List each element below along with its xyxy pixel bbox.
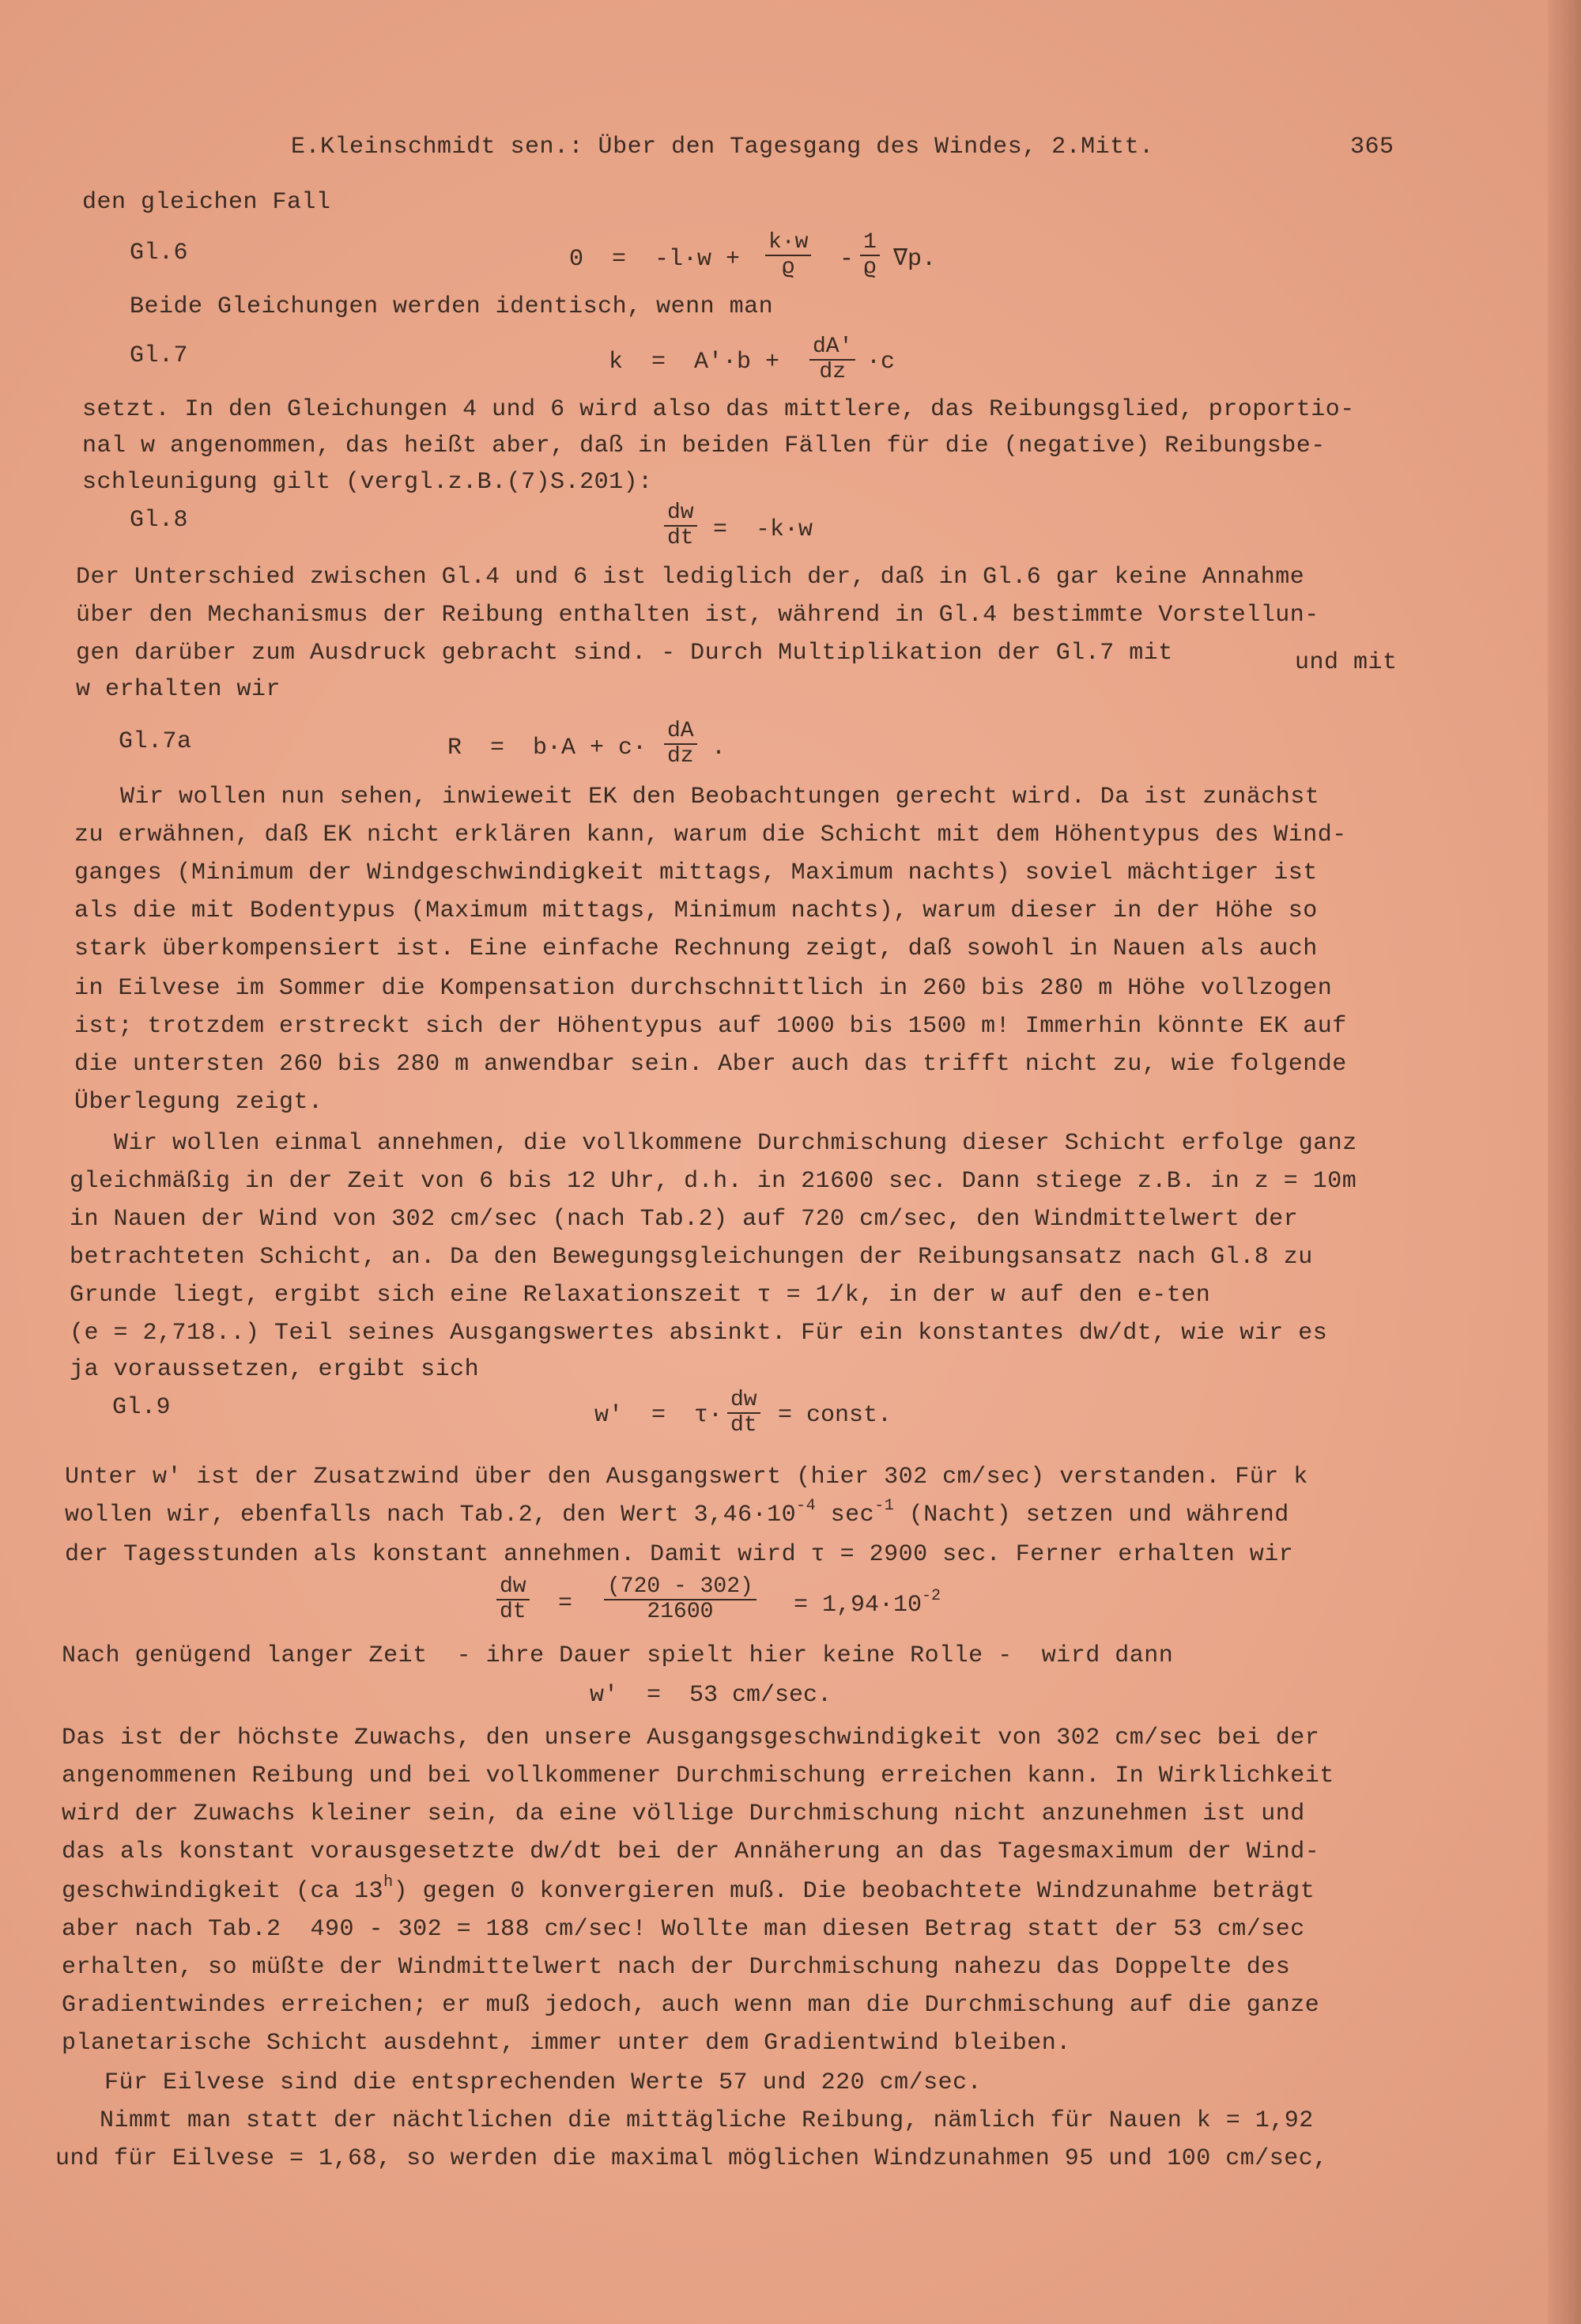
text-line: Der Unterschied zwischen Gl.4 und 6 ist lediglich der, daß in Gl.6 gar keine Annahme xyxy=(76,564,1305,591)
text-line: den gleichen Fall xyxy=(82,189,331,216)
text-line: planetarische Schicht ausdehnt, immer unter dem Gradientwind bleiben. xyxy=(62,2030,1071,2057)
fraction: $\frac{k\cdot w}{ϱ}$ xyxy=(765,231,811,280)
text-line: Für Eilvese sind die entsprechenden Werte 57 und 220 cm/sec. xyxy=(104,2069,983,2096)
text-line: in Nauen der Wind von 302 cm/sec (nach Tab.2) auf 720 cm/sec, den Windmittelwert der xyxy=(70,1206,1299,1233)
equation-label: Gl.7 xyxy=(130,342,189,369)
text-line: Wir wollen nun sehen, inwieweit EK den Beobachtungen gerecht wird. Da ist zunächst xyxy=(120,784,1320,811)
text-line: Unter w' ist der Zusatzwind über den Ausgangswert (hier 302 cm/sec) verstanden. Für k xyxy=(65,1464,1308,1491)
text-line: Grunde liegt, ergibt sich eine Relaxationszeit τ = 1/k, in der w auf den e-ten xyxy=(70,1282,1211,1309)
equation-label: Gl.8 xyxy=(130,507,189,534)
document-page: E.Kleinschmidt sen.: Über den Tagesgang des Windes, 2.Mitt. 365 den gleichen Fall Gl.6 0 = -l·w + $\frac{k\cdot w}{ϱ}$ - $\frac{1}{ϱ}$ ∇p. Beide Gleichungen werden identisch, wenn man Gl.7 k = A'·b + $\frac{dA'}{dz}$ ·c setzt. In den Gleichungen 4 und 6 wird also das mittlere, das Reibungsglied, proportio- nal w angenommen, das heißt aber, daß in beiden Fällen für die (negative) Reibungsbe- schleunigung gilt (vergl.z.B.(7)S.201): Gl.8 $\frac{dw}{dt}$ = -k·w Der Unterschied zwischen Gl.4 und 6 ist lediglich der, daß in Gl.6 gar keine Annahme über den Mechanismus der Reibung enthalten ist, während in Gl.4 bestimmte Vorstellun- gen darüber zum Ausdruck gebracht sind. - Durch Multiplikation der Gl.7 mit und mit w erhalten wir Gl.7a R = b·A + c· $\frac{dA}{dz}$ . Wir wollen nun sehen, inwieweit EK den Beobachtungen gerecht wird. Da ist zunächst zu erwähnen, daß EK nicht erklären kann, warum die Schicht mit dem Höhentypus des Wind- ganges (Minimum der Windgeschwindigkeit mittags, Maximum nachts) soviel mächtiger ist als die mit Bodentypus (Maximum mittags, Minimum nachts), warum dieser in der Höhe so stark überkompensiert ist. Eine einfache Rechnung zeigt, daß sowohl in Nauen als auch in Eilvese im Sommer die Kompensation durchschnittlich in 260 bis 280 m Höhe vollzogen ist; trotzdem erstreckt sich der Höhentypus auf 1000 bis 1500 m! Immerhin könnte EK auf die untersten 260 bis 280 m anwendbar sein. Aber auch das trifft nicht zu, wie folgende Überlegung zeigt. Wir wollen einmal annehmen, die vollkommene Durchmischung dieser Schicht erfolge ganz gleichmäßig in der Zeit von 6 bis 12 Uhr, d.h. in 21600 sec. Dann stiege z.B. in z = 10m in Nauen der Wind von 302 cm/sec (nach Tab.2) auf 720 cm/sec, den Windmittelwert der betrachteten Schicht, an. Da den Bewegungsgleichungen der Reibungsansatz nach Gl.8 zu Grunde liegt, ergibt sich eine Relaxationszeit τ = 1/k, in der w auf den e-ten (e = 2,718..) Teil seines Ausgangswertes absinkt. Für ein konstantes dw/dt, wie wir es ja voraussetzen, ergibt sich Gl.9 w' = τ· $\frac{dw}{dt}$ = const. Unter w' ist der Zusatzwind über den Ausgangswert (hier 302 cm/sec) verstanden. Für k wollen wir, ebenfalls nach Tab.2, den Wert $3,46\cdot 10^{-4}$ $\sec^{-1}$ (Nacht) setzen und während der Tagesstunden als konstant annehmen. Damit wird τ = 2900 sec. Ferner erhalten wir $\frac{dw}{dt}$ = $\frac{(720 - 302)}{21600}$ = $1,94\cdot 10^{-2}$ Nach genügend langer Zeit - ihre Dauer spielt hier keine Rolle - wird dann w' = 53 cm/sec. Das ist der höchste Zuwachs, den unsere Ausgangsgeschwindigkeit von 302 cm/sec bei der angenommenen Reibung und bei vollkommener Durchmischung erreichen kann. In Wirklichkeit wird der Zuwachs kleiner sein, da eine völlige Durchmischung nicht anzunehmen ist und das als konstant vorausgesetzte dw/dt bei der Annäherung an das Tagesmaximum der Wind- geschwindigkeit (ca 13$^h$) gegen 0 konvergieren muß. Die beobachtete Windzunahme beträgt aber nach Tab.2 490 - 302 = 188 cm/sec! Wollte man diesen Betrag statt der 53 cm/sec erhalten, so müßte der Windmittelwert nach der Durchmischung nahezu das Doppelte des Gradientwindes erreichen; er muß jedoch, auch wenn man die Durchmischung auf die ganze planetarische Schicht ausdehnt, immer unter dem Gradientwind bleiben. Für Eilvese sind die entsprechenden Werte 57 und 220 cm/sec. Nimmt man statt der nächtlichen die mittägliche Reibung, nämlich für Nauen k = 1,92 und für Eilvese = 1,68, so werden die maximal möglichen Windzunahmen 95 und 100 cm/sec, xyxy=(0,0,1581,2324)
page-number: 365 xyxy=(1350,134,1394,161)
text-line: w erhalten wir xyxy=(76,676,281,703)
fraction: $\frac{1}{ϱ}$ xyxy=(860,231,880,280)
text-line: Beide Gleichungen werden identisch, wenn man xyxy=(130,293,774,320)
text-line: die untersten 260 bis 280 m anwendbar sein. Aber auch das trifft nicht zu, wie folgende xyxy=(74,1051,1347,1078)
text-line: Nimmt man statt der nächtlichen die mittägliche Reibung, nämlich für Nauen k = 1,92 xyxy=(100,2107,1314,2134)
text-line: nal w angenommen, das heißt aber, daß in beiden Fällen für die (negative) Reibungsbe- xyxy=(82,433,1326,459)
equation-gl7-lhs: k = A'·b + xyxy=(609,349,780,376)
text-line: Nach genügend langer Zeit - ihre Dauer spielt hier keine Rolle - wird dann xyxy=(62,1642,1174,1669)
text-line: schleunigung gilt (vergl.z.B.(7)S.201): xyxy=(82,469,653,496)
text-line: ja voraussetzen, ergibt sich xyxy=(70,1356,480,1383)
text-line: (e = 2,718..) Teil seines Ausgangswertes absinkt. Für ein konstantes dw/dt, wie wir es xyxy=(70,1320,1328,1347)
text-line: und für Eilvese = 1,68, so werden die maximal möglichen Windzunahmen 95 und 100 cm/sec, xyxy=(55,2145,1328,2172)
text-line: über den Mechanismus der Reibung enthalten ist, während in Gl.4 bestimmte Vorstellun- xyxy=(76,602,1319,629)
text-line: ganges (Minimum der Windgeschwindigkeit mittags, Maximum nachts) soviel mächtiger ist xyxy=(74,860,1318,886)
equation-result: = $1,94\cdot 10^{-2}$ xyxy=(794,1587,941,1619)
text-line: aber nach Tab.2 490 - 302 = 188 cm/sec! Wollte man diesen Betrag statt der 53 cm/sec xyxy=(62,1916,1305,1943)
equation-gl9-lhs: w' = τ· xyxy=(594,1402,723,1429)
fraction: $\frac{dA}{dz}$ xyxy=(664,720,697,769)
equation-gl7a-lhs: R = b·A + c· xyxy=(447,735,647,761)
text-line: Wir wollen einmal annehmen, die vollkommene Durchmischung dieser Schicht erfolge ganz xyxy=(114,1130,1357,1157)
fraction: $\frac{dw}{dt}$ xyxy=(496,1575,530,1624)
equation-gl6-lhs: 0 = -l·w + xyxy=(569,246,741,273)
text-line: wird der Zuwachs kleiner sein, da eine völlige Durchmischung nicht anzunehmen ist und xyxy=(62,1801,1305,1827)
text-line: stark überkompensiert ist. Eine einfache Rechnung zeigt, daß sowohl in Nauen als auch xyxy=(74,935,1318,962)
text-line: wollen wir, ebenfalls nach Tab.2, den Wert $3,46\cdot 10^{-4}$ $\sec^{-1}$ (Nacht) setzen und während xyxy=(65,1497,1289,1529)
text-line: Das ist der höchste Zuwachs, den unsere Ausgangsgeschwindigkeit von 302 cm/sec bei der xyxy=(62,1725,1320,1752)
fraction: $\frac{dA'}{dz}$ xyxy=(809,335,855,384)
text-line: und mit xyxy=(1295,649,1398,676)
text-line: ist; trotzdem erstreckt sich der Höhentypus auf 1000 bis 1500 m! Immerhin könnte EK auf xyxy=(74,1013,1347,1040)
equation-label: Gl.9 xyxy=(112,1394,172,1421)
running-title: E.Kleinschmidt sen.: Über den Tagesgang des Windes, 2.Mitt. xyxy=(291,134,1154,161)
text-line: zu erwähnen, daß EK nicht erklären kann, warum die Schicht mit dem Höhentypus des Wind- xyxy=(74,822,1347,848)
equation-label: Gl.7a xyxy=(119,728,192,755)
text-line: geschwindigkeit (ca 13$^h$) gegen 0 konvergieren muß. Die beobachtete Windzunahme beträgt xyxy=(62,1873,1315,1905)
text-line: setzt. In den Gleichungen 4 und 6 wird also das mittlere, das Reibungsglied, proportio- xyxy=(82,396,1355,423)
equation-result: w' = 53 cm/sec. xyxy=(590,1682,832,1709)
equation-label: Gl.6 xyxy=(130,240,189,266)
text-line: der Tagesstunden als konstant annehmen. Damit wird τ = 2900 sec. Ferner erhalten wir xyxy=(65,1541,1294,1568)
fraction: $\frac{dw}{dt}$ xyxy=(727,1389,760,1438)
text-line: angenommenen Reibung und bei vollkommener Durchmischung erreichen kann. In Wirklichkeit xyxy=(62,1763,1334,1789)
text-line: betrachteten Schicht, an. Da den Bewegungsgleichungen der Reibungsansatz nach Gl.8 zu xyxy=(70,1244,1313,1271)
fraction: $\frac{dw}{dt}$ xyxy=(664,501,697,550)
text-line: gen darüber zum Ausdruck gebracht sind. - Durch Multiplikation der Gl.7 mit xyxy=(76,640,1173,667)
text-line: gleichmäßig in der Zeit von 6 bis 12 Uhr, d.h. in 21600 sec. Dann stiege z.B. in z = 10m xyxy=(70,1168,1357,1195)
text-line: erhalten, so müßte der Windmittelwert nach der Durchmischung nahezu das Doppelte des xyxy=(62,1954,1291,1981)
text-line: in Eilvese im Sommer die Kompensation durchschnittlich in 260 bis 280 m Höhe vollzogen xyxy=(74,975,1333,1002)
text-line: Gradientwindes erreichen; er muß jedoch, auch wenn man die Durchmischung auf die ganze xyxy=(62,1992,1320,2019)
fraction: $\frac{(720 - 302)}{21600}$ xyxy=(604,1575,757,1624)
text-line: als die mit Bodentypus (Maximum mittags, Minimum nachts), warum dieser in der Höhe so xyxy=(74,897,1318,924)
text-line: Überlegung zeigt. xyxy=(74,1089,323,1116)
page-gutter-shadow xyxy=(1548,0,1581,2324)
text-line: das als konstant vorausgesetzte dw/dt bei der Annäherung an das Tagesmaximum der Wind- xyxy=(62,1838,1320,1865)
